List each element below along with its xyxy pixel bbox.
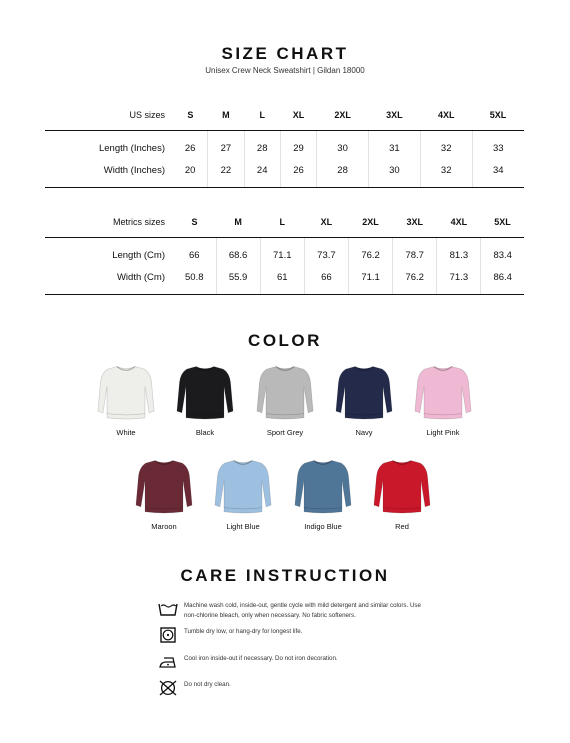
table-cell: 55.9 <box>216 266 260 295</box>
table-cell: 28 <box>317 159 369 188</box>
metric-size-4xl: 4XL <box>437 207 481 238</box>
table-cell: 26 <box>280 159 316 188</box>
table-cell: 32 <box>420 159 472 188</box>
tumble-dry-low-icon <box>158 627 178 643</box>
sweatshirt-image <box>252 362 318 424</box>
table-cell: 66 <box>304 266 348 295</box>
sweatshirt-image <box>290 456 356 518</box>
table-row <box>45 238 524 267</box>
table-cell: 71.3 <box>437 266 481 295</box>
table-cell: 76.2 <box>393 266 437 295</box>
iron-low-icon <box>158 654 178 670</box>
care-text: Cool iron inside-out if necessary. Do not iron decoration. <box>184 655 338 662</box>
table-row <box>45 159 524 188</box>
metric-size-5xl: 5XL <box>481 207 524 238</box>
table-cell: 24 <box>244 159 280 188</box>
size-chart-title: SIZE CHART <box>221 44 349 63</box>
table-cell: 26 <box>184 142 196 154</box>
metric-size-m: M <box>216 207 260 238</box>
us-size-xl: XL <box>280 100 316 131</box>
metric-size-s: S <box>173 207 216 238</box>
metric-size-header-row <box>45 207 524 238</box>
color-title: COLOR <box>248 331 322 350</box>
us-size-s: S <box>173 100 208 131</box>
sweatshirt-image <box>410 362 476 424</box>
sweatshirt-image <box>331 362 397 424</box>
row-label: Length (Inches) <box>98 142 165 154</box>
color-swatch <box>403 362 483 437</box>
table-cell: 33 <box>472 131 524 160</box>
table-row <box>45 131 524 160</box>
table-cell: 29 <box>280 131 316 160</box>
color-swatch <box>86 362 166 437</box>
table-cell: 76.2 <box>348 238 392 267</box>
color-swatch <box>124 456 204 531</box>
table-cell: 20 <box>173 159 208 188</box>
table-cell: 73.7 <box>304 238 348 267</box>
table-cell: 32 <box>420 131 472 160</box>
table-cell: 78.7 <box>393 238 437 267</box>
metric-size-l: L <box>260 207 304 238</box>
color-name: Light Pink <box>426 428 460 437</box>
color-swatch <box>324 362 404 437</box>
color-name: Red <box>395 522 409 531</box>
color-name: Light Blue <box>226 522 260 531</box>
table-cell: 61 <box>260 266 304 295</box>
table-cell: 31 <box>369 131 421 160</box>
sweatshirt-image <box>210 456 276 518</box>
us-sizes-label: US sizes <box>45 100 173 131</box>
color-name: Navy <box>355 428 373 437</box>
us-size-header-row <box>45 100 524 131</box>
color-name: Maroon <box>151 522 177 531</box>
metric-size-xl: XL <box>304 207 348 238</box>
sweatshirt-image <box>131 456 197 518</box>
metric-sizes-label: Metrics sizes <box>45 207 173 238</box>
care-text: Machine wash cold, inside-out, gentle cycle with mild detergent and similar colors. Use non-chlorine bleach, only when necessary. No fabric softeners. <box>184 602 421 619</box>
us-size-5xl: 5XL <box>472 100 524 131</box>
size-chart-subtitle: Unisex Crew Neck Sweatshirt | Gildan 18000 <box>205 66 365 75</box>
table-cell: 66 <box>188 249 200 261</box>
table-cell: 71.1 <box>348 266 392 295</box>
sweatshirt-image <box>369 456 435 518</box>
table-cell: 50.8 <box>173 266 216 295</box>
row-label: Width (Inches) <box>45 159 173 188</box>
table-cell: 28 <box>244 131 280 160</box>
color-swatch <box>245 362 325 437</box>
table-cell: 86.4 <box>481 266 524 295</box>
care-text: Tumble dry low, or hang-dry for longest life. <box>184 628 303 635</box>
color-name: White <box>116 428 136 437</box>
table-cell: 81.3 <box>437 238 481 267</box>
metric-size-table <box>45 207 524 295</box>
color-name: Indigo Blue <box>304 522 342 531</box>
us-size-3xl: 3XL <box>369 100 421 131</box>
machine-wash-icon <box>158 601 178 617</box>
table-row <box>45 266 524 295</box>
us-size-l: L <box>244 100 280 131</box>
color-swatch <box>362 456 442 531</box>
color-swatch <box>165 362 245 437</box>
table-cell: 71.1 <box>260 238 304 267</box>
sweatshirt-image <box>172 362 238 424</box>
color-name: Sport Grey <box>266 428 304 437</box>
color-name: Black <box>195 428 215 437</box>
row-label: Width (Cm) <box>45 266 173 295</box>
table-cell: 34 <box>472 159 524 188</box>
us-size-4xl: 4XL <box>420 100 472 131</box>
us-size-m: M <box>208 100 244 131</box>
sweatshirt-image <box>93 362 159 424</box>
color-swatch <box>283 456 363 531</box>
metric-size-2xl: 2XL <box>348 207 392 238</box>
us-size-table <box>45 100 524 188</box>
table-cell: 68.6 <box>216 238 260 267</box>
table-cell: 27 <box>208 131 244 160</box>
table-cell: 30 <box>369 159 421 188</box>
table-cell: 22 <box>208 159 244 188</box>
care-title: CARE INSTRUCTION <box>180 566 390 585</box>
do-not-dry-clean-icon <box>158 680 178 696</box>
care-text: Do not dry clean. <box>184 681 231 688</box>
row-label: Length (Cm) <box>112 249 165 261</box>
metric-size-3xl: 3XL <box>393 207 437 238</box>
table-cell: 83.4 <box>481 238 524 267</box>
color-swatch <box>203 456 283 531</box>
us-size-2xl: 2XL <box>317 100 369 131</box>
table-cell: 30 <box>317 131 369 160</box>
